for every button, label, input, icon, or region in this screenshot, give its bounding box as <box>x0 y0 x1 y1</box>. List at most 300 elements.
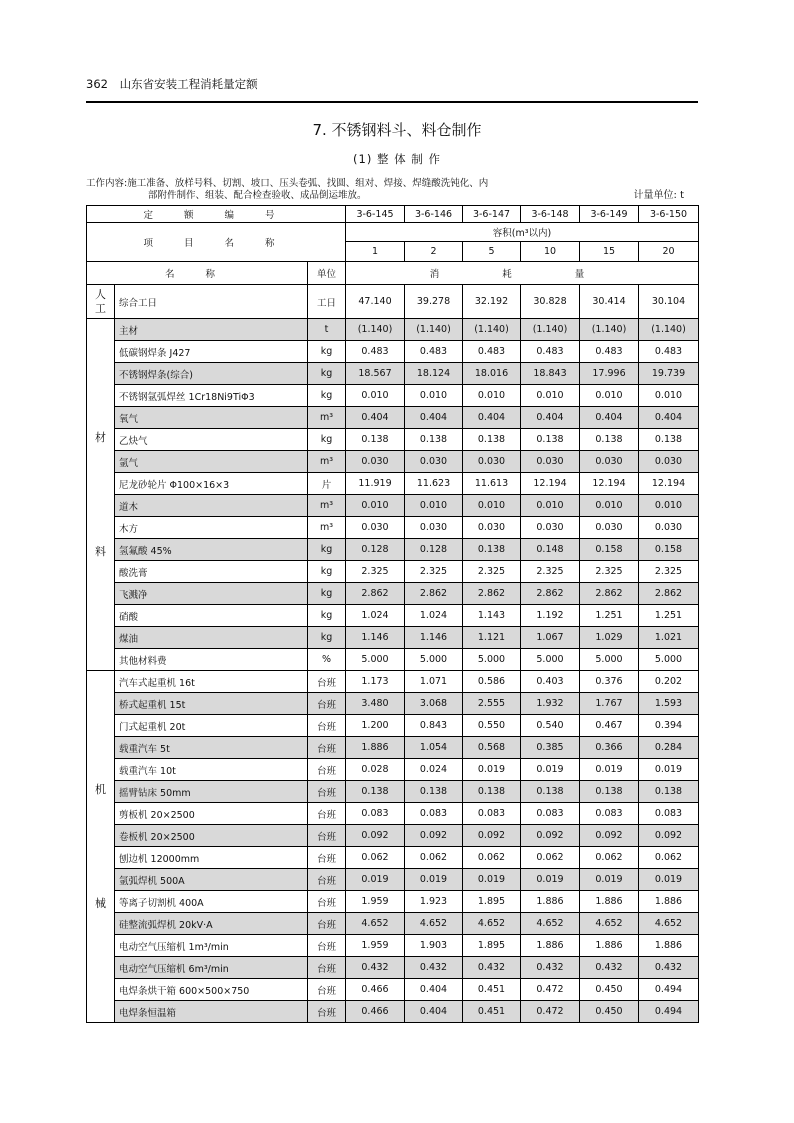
value-cell: 0.366 <box>580 737 639 759</box>
material-row <box>87 429 699 451</box>
material-row <box>87 627 699 649</box>
value-cell: 0.024 <box>405 759 463 781</box>
value-cell: 0.432 <box>463 957 521 979</box>
item-unit: kg <box>308 341 346 363</box>
value-cell: 17.996 <box>580 363 639 385</box>
value-cell: 0.062 <box>463 847 521 869</box>
machine-row <box>87 1001 699 1023</box>
value-cell: 0.010 <box>463 385 521 407</box>
labor-value: 30.414 <box>580 285 639 319</box>
item-name: 木方 <box>115 517 308 539</box>
value-cell: 0.540 <box>521 715 580 737</box>
page-number: 362 <box>86 77 108 91</box>
value-cell: 0.138 <box>405 781 463 803</box>
value-cell: 0.010 <box>346 385 405 407</box>
value-cell: 0.432 <box>405 957 463 979</box>
value-cell: 0.450 <box>580 1001 639 1023</box>
material-row <box>87 495 699 517</box>
value-cell: 2.862 <box>463 583 521 605</box>
value-cell: 0.138 <box>346 429 405 451</box>
labor-unit: 工日 <box>308 285 346 319</box>
work-content-line2: 部附件制作、组装、配合检查验收、成品倒运堆放。 <box>148 190 367 201</box>
volume-cell: 10 <box>521 242 580 262</box>
value-cell: (1.140) <box>580 319 639 341</box>
value-cell: 0.138 <box>639 781 699 803</box>
value-cell: 0.092 <box>405 825 463 847</box>
item-name: 汽车式起重机 16t <box>115 671 308 693</box>
category-char: 料 <box>95 544 106 558</box>
value-cell: (1.140) <box>463 319 521 341</box>
value-cell: 1.886 <box>639 891 699 913</box>
value-cell: 0.128 <box>346 539 405 561</box>
value-cell: 0.404 <box>463 407 521 429</box>
labor-value: 39.278 <box>405 285 463 319</box>
value-cell: 0.472 <box>521 1001 580 1023</box>
volume-cell: 5 <box>463 242 521 262</box>
value-cell: 0.028 <box>346 759 405 781</box>
volume-cell: 1 <box>346 242 405 262</box>
value-cell: 0.138 <box>639 429 699 451</box>
value-cell: 1.251 <box>639 605 699 627</box>
value-cell: 12.194 <box>580 473 639 495</box>
value-cell: 1.593 <box>639 693 699 715</box>
value-cell: 0.432 <box>346 957 405 979</box>
value-cell: 11.613 <box>463 473 521 495</box>
item-unit: 台班 <box>308 825 346 847</box>
value-cell: 0.483 <box>405 341 463 363</box>
value-cell: 12.194 <box>521 473 580 495</box>
value-cell: 1.932 <box>521 693 580 715</box>
volume-cell: 15 <box>580 242 639 262</box>
value-cell: 19.739 <box>639 363 699 385</box>
value-cell: 0.138 <box>580 781 639 803</box>
value-cell: 1.024 <box>405 605 463 627</box>
item-unit: 台班 <box>308 957 346 979</box>
value-cell: 1.024 <box>346 605 405 627</box>
material-row <box>87 473 699 495</box>
value-cell: (1.140) <box>521 319 580 341</box>
value-cell: 18.016 <box>463 363 521 385</box>
item-unit: 台班 <box>308 847 346 869</box>
value-cell: 4.652 <box>463 913 521 935</box>
value-cell: 0.466 <box>346 979 405 1001</box>
value-cell: 0.376 <box>580 671 639 693</box>
item-unit: m³ <box>308 517 346 539</box>
value-cell: 0.019 <box>405 869 463 891</box>
value-cell: 0.030 <box>521 451 580 473</box>
item-name: 桥式起重机 15t <box>115 693 308 715</box>
value-cell: 1.021 <box>639 627 699 649</box>
value-cell: 0.138 <box>405 429 463 451</box>
unit-header: 单位 <box>308 262 346 285</box>
value-cell: 0.030 <box>405 517 463 539</box>
code-cell: 3-6-146 <box>405 206 463 223</box>
quota-table <box>86 205 699 1023</box>
consumption-header: 消 耗 量 <box>346 262 699 285</box>
value-cell: 5.000 <box>346 649 405 671</box>
value-cell: 0.394 <box>639 715 699 737</box>
value-cell: 0.030 <box>580 451 639 473</box>
machine-row <box>87 781 699 803</box>
value-cell: 0.404 <box>405 979 463 1001</box>
value-cell: 0.451 <box>463 979 521 1001</box>
value-cell: 1.959 <box>346 935 405 957</box>
value-cell: 0.432 <box>639 957 699 979</box>
value-cell: 0.010 <box>580 495 639 517</box>
machine-row <box>87 847 699 869</box>
item-name: 剪板机 20×2500 <box>115 803 308 825</box>
value-cell: 0.568 <box>463 737 521 759</box>
value-cell: 0.030 <box>639 517 699 539</box>
item-unit: kg <box>308 429 346 451</box>
item-unit: 台班 <box>308 891 346 913</box>
value-cell: 0.404 <box>521 407 580 429</box>
material-row <box>87 341 699 363</box>
machine-row <box>87 825 699 847</box>
value-cell: 0.019 <box>639 759 699 781</box>
value-cell: 0.404 <box>580 407 639 429</box>
value-cell: 1.886 <box>580 935 639 957</box>
value-cell: 0.158 <box>639 539 699 561</box>
item-unit: kg <box>308 363 346 385</box>
volume-header-row <box>87 223 699 242</box>
item-name: 低碳钢焊条 J427 <box>115 341 308 363</box>
value-cell: 0.019 <box>463 869 521 891</box>
material-row <box>87 583 699 605</box>
item-name: 煤油 <box>115 627 308 649</box>
measure-unit: 计量单位: t <box>633 190 684 201</box>
value-cell: 1.767 <box>580 693 639 715</box>
value-cell: 0.010 <box>639 385 699 407</box>
page-header <box>86 76 698 92</box>
value-cell: 0.128 <box>405 539 463 561</box>
value-cell: 0.138 <box>346 781 405 803</box>
value-cell: 2.555 <box>463 693 521 715</box>
item-name: 载重汽车 10t <box>115 759 308 781</box>
value-cell: 0.138 <box>521 429 580 451</box>
value-cell: 0.483 <box>521 341 580 363</box>
value-cell: 0.404 <box>405 407 463 429</box>
value-cell: 5.000 <box>521 649 580 671</box>
value-cell: 0.010 <box>521 385 580 407</box>
column-header-row <box>87 262 699 285</box>
value-cell: 11.623 <box>405 473 463 495</box>
item-unit: m³ <box>308 407 346 429</box>
item-unit: 台班 <box>308 715 346 737</box>
value-cell: 2.325 <box>580 561 639 583</box>
header-rule <box>86 101 698 103</box>
item-name: 门式起重机 20t <box>115 715 308 737</box>
value-cell: 1.146 <box>346 627 405 649</box>
value-cell: 1.923 <box>405 891 463 913</box>
code-cell: 3-6-147 <box>463 206 521 223</box>
value-cell: 0.030 <box>346 517 405 539</box>
value-cell: 1.146 <box>405 627 463 649</box>
value-cell: 0.138 <box>580 429 639 451</box>
item-name: 硅整流弧焊机 20kV·A <box>115 913 308 935</box>
value-cell: 1.886 <box>580 891 639 913</box>
machine-row <box>87 671 699 693</box>
item-name: 氩弧焊机 500A <box>115 869 308 891</box>
value-cell: 0.092 <box>521 825 580 847</box>
value-cell: 0.062 <box>346 847 405 869</box>
value-cell: 4.652 <box>580 913 639 935</box>
value-cell: 4.652 <box>639 913 699 935</box>
value-cell: 0.202 <box>639 671 699 693</box>
value-cell: 5.000 <box>639 649 699 671</box>
item-unit: 台班 <box>308 803 346 825</box>
value-cell: 0.083 <box>639 803 699 825</box>
item-unit: kg <box>308 605 346 627</box>
value-cell: 1.192 <box>521 605 580 627</box>
value-cell: 0.472 <box>521 979 580 1001</box>
machine-row <box>87 693 699 715</box>
value-cell: 0.010 <box>405 495 463 517</box>
item-unit: 片 <box>308 473 346 495</box>
machine-row <box>87 803 699 825</box>
material-row <box>87 517 699 539</box>
value-cell: 1.200 <box>346 715 405 737</box>
value-cell: 2.325 <box>521 561 580 583</box>
item-name: 尼龙砂轮片 Φ100×16×3 <box>115 473 308 495</box>
item-unit: kg <box>308 539 346 561</box>
machine-row <box>87 913 699 935</box>
quota-no-row <box>87 206 699 223</box>
value-cell: 0.083 <box>521 803 580 825</box>
value-cell: 0.138 <box>521 781 580 803</box>
value-cell: 1.886 <box>521 891 580 913</box>
value-cell: 4.652 <box>346 913 405 935</box>
value-cell: 18.124 <box>405 363 463 385</box>
value-cell: 1.886 <box>639 935 699 957</box>
material-row <box>87 605 699 627</box>
value-cell: 12.194 <box>639 473 699 495</box>
value-cell: 18.843 <box>521 363 580 385</box>
value-cell: 0.158 <box>580 539 639 561</box>
labor-row <box>87 285 699 319</box>
section-title: 7. 不锈钢料斗、料仓制作 <box>312 121 482 139</box>
volume-cell: 2 <box>405 242 463 262</box>
value-cell: 0.843 <box>405 715 463 737</box>
value-cell: 0.010 <box>580 385 639 407</box>
item-name: 刨边机 12000mm <box>115 847 308 869</box>
value-cell: 4.652 <box>521 913 580 935</box>
category-material <box>87 319 115 671</box>
material-row <box>87 649 699 671</box>
value-cell: 0.019 <box>521 759 580 781</box>
item-name: 摇臂钻床 50mm <box>115 781 308 803</box>
labor-value: 47.140 <box>346 285 405 319</box>
value-cell: 0.010 <box>521 495 580 517</box>
item-name: 酸洗膏 <box>115 561 308 583</box>
value-cell: 0.062 <box>580 847 639 869</box>
item-name: 等离子切割机 400A <box>115 891 308 913</box>
value-cell: 1.251 <box>580 605 639 627</box>
item-name: 不锈钢焊条(综合) <box>115 363 308 385</box>
item-unit: kg <box>308 627 346 649</box>
item-unit: kg <box>308 583 346 605</box>
book-title: 山东省安装工程消耗量定额 <box>119 77 258 91</box>
value-cell: 0.494 <box>639 979 699 1001</box>
item-name: 硝酸 <box>115 605 308 627</box>
value-cell: 1.173 <box>346 671 405 693</box>
value-cell: 0.404 <box>346 407 405 429</box>
value-cell: 1.121 <box>463 627 521 649</box>
value-cell: 0.030 <box>521 517 580 539</box>
labor-value: 30.104 <box>639 285 699 319</box>
material-row <box>87 407 699 429</box>
value-cell: 1.071 <box>405 671 463 693</box>
name-header: 名 称 <box>87 262 308 285</box>
value-cell: 1.903 <box>405 935 463 957</box>
code-cell: 3-6-145 <box>346 206 405 223</box>
value-cell: 2.325 <box>639 561 699 583</box>
value-cell: 0.083 <box>580 803 639 825</box>
value-cell: 0.483 <box>346 341 405 363</box>
code-cell: 3-6-148 <box>521 206 580 223</box>
value-cell: 0.466 <box>346 1001 405 1023</box>
category-machine <box>87 671 115 1023</box>
value-cell: 1.895 <box>463 935 521 957</box>
value-cell: 0.148 <box>521 539 580 561</box>
value-cell: 0.030 <box>346 451 405 473</box>
value-cell: 0.083 <box>346 803 405 825</box>
item-name: 乙炔气 <box>115 429 308 451</box>
value-cell: 18.567 <box>346 363 405 385</box>
value-cell: 3.480 <box>346 693 405 715</box>
value-cell: 0.483 <box>639 341 699 363</box>
value-cell: 0.404 <box>405 1001 463 1023</box>
material-row <box>87 539 699 561</box>
item-name: 飞溅净 <box>115 583 308 605</box>
item-unit: 台班 <box>308 759 346 781</box>
item-unit: 台班 <box>308 913 346 935</box>
value-cell: 0.138 <box>463 539 521 561</box>
machine-row <box>87 737 699 759</box>
item-name-label: 项 目 名 称 <box>87 223 346 262</box>
item-name: 氩气 <box>115 451 308 473</box>
value-cell: 0.010 <box>405 385 463 407</box>
value-cell: 0.092 <box>463 825 521 847</box>
value-cell: 0.138 <box>463 429 521 451</box>
item-unit: 台班 <box>308 1001 346 1023</box>
item-unit: kg <box>308 385 346 407</box>
quota-no-label: 定 额 编 号 <box>87 206 346 223</box>
value-cell: 0.451 <box>463 1001 521 1023</box>
value-cell: 0.092 <box>580 825 639 847</box>
item-name: 氧气 <box>115 407 308 429</box>
labor-value: 30.828 <box>521 285 580 319</box>
category-char: 材 <box>95 430 106 444</box>
value-cell: 0.019 <box>463 759 521 781</box>
material-row <box>87 451 699 473</box>
value-cell: 0.019 <box>580 759 639 781</box>
value-cell: 2.325 <box>463 561 521 583</box>
item-unit: % <box>308 649 346 671</box>
value-cell: 0.030 <box>463 451 521 473</box>
value-cell: 0.062 <box>521 847 580 869</box>
value-cell: 0.483 <box>580 341 639 363</box>
value-cell: 1.886 <box>521 935 580 957</box>
value-cell: 0.030 <box>405 451 463 473</box>
value-cell: 0.403 <box>521 671 580 693</box>
item-name: 电动空气压缩机 1m³/min <box>115 935 308 957</box>
value-cell: 0.450 <box>580 979 639 1001</box>
value-cell: 0.010 <box>639 495 699 517</box>
value-cell: 1.959 <box>346 891 405 913</box>
value-cell: 0.010 <box>346 495 405 517</box>
value-cell: 5.000 <box>463 649 521 671</box>
section-subtitle: (1) 整 体 制 作 <box>353 152 441 166</box>
value-cell: 0.586 <box>463 671 521 693</box>
value-cell: 0.019 <box>521 869 580 891</box>
item-unit: 台班 <box>308 693 346 715</box>
value-cell: 0.432 <box>580 957 639 979</box>
item-unit: 台班 <box>308 781 346 803</box>
value-cell: 0.284 <box>639 737 699 759</box>
item-name: 氢氟酸 45% <box>115 539 308 561</box>
value-cell: 0.092 <box>639 825 699 847</box>
value-cell: 11.919 <box>346 473 405 495</box>
material-row <box>87 363 699 385</box>
machine-row <box>87 935 699 957</box>
value-cell: 0.385 <box>521 737 580 759</box>
item-unit: 台班 <box>308 869 346 891</box>
labor-name: 综合工日 <box>115 285 308 319</box>
item-unit: kg <box>308 561 346 583</box>
value-cell: 0.494 <box>639 1001 699 1023</box>
value-cell: 0.404 <box>639 407 699 429</box>
value-cell: 0.019 <box>346 869 405 891</box>
value-cell: 0.030 <box>580 517 639 539</box>
volume-cell: 20 <box>639 242 699 262</box>
value-cell: 0.019 <box>639 869 699 891</box>
value-cell: 2.862 <box>580 583 639 605</box>
item-unit: m³ <box>308 495 346 517</box>
item-unit: 台班 <box>308 737 346 759</box>
value-cell: 2.862 <box>346 583 405 605</box>
category-char: 机 <box>95 782 106 796</box>
item-unit: m³ <box>308 451 346 473</box>
value-cell: 1.067 <box>521 627 580 649</box>
item-name: 电动空气压缩机 6m³/min <box>115 957 308 979</box>
value-cell: 0.550 <box>463 715 521 737</box>
value-cell: (1.140) <box>346 319 405 341</box>
value-cell: 0.030 <box>463 517 521 539</box>
value-cell: 1.143 <box>463 605 521 627</box>
item-unit: t <box>308 319 346 341</box>
value-cell: 0.083 <box>405 803 463 825</box>
item-unit: 台班 <box>308 671 346 693</box>
item-name: 电焊条烘干箱 600×500×750 <box>115 979 308 1001</box>
machine-row <box>87 869 699 891</box>
material-row <box>87 385 699 407</box>
item-name: 载重汽车 5t <box>115 737 308 759</box>
item-name: 卷板机 20×2500 <box>115 825 308 847</box>
machine-row <box>87 979 699 1001</box>
machine-row <box>87 715 699 737</box>
machine-row <box>87 891 699 913</box>
item-name: 道木 <box>115 495 308 517</box>
value-cell: 1.895 <box>463 891 521 913</box>
value-cell: 1.054 <box>405 737 463 759</box>
machine-row <box>87 759 699 781</box>
item-name: 其他材料费 <box>115 649 308 671</box>
value-cell: 5.000 <box>580 649 639 671</box>
item-name: 主材 <box>115 319 308 341</box>
labor-value: 32.192 <box>463 285 521 319</box>
machine-row <box>87 957 699 979</box>
